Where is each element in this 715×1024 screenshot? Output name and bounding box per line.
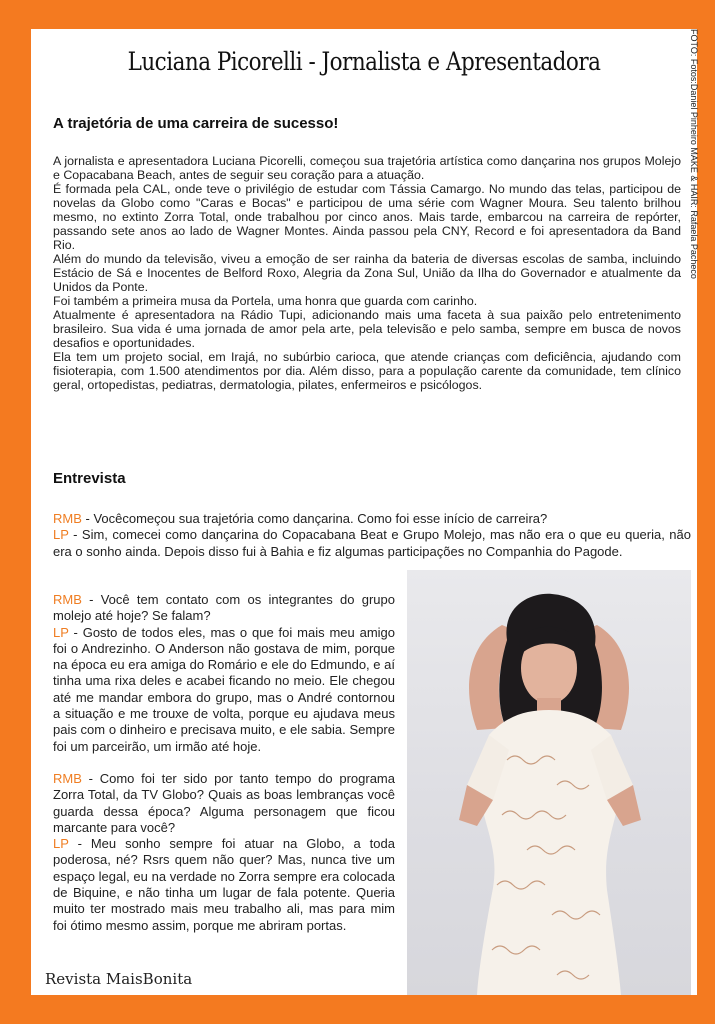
- bio-paragraph: Foi também a primeira musa da Portela, uma honra que guarda com carinho.: [53, 294, 478, 308]
- answer-text: - Sim, comecei como dançarina do Copacabana Beat e Grupo Molejo, mas não era o que eu queria, não era o sonho ainda. Depois disso fui à Bahia e fiz algumas participações no Companhia do Pagode.: [53, 527, 691, 559]
- answer-text: - Meu sonho sempre foi atuar na Globo, a toda poderosa, né? Rsrs quem não quer? Mas, nunca tive um espaço legal, eu na verdade no Zorra sempre era colocada de Biquine, e não tinha um lugar de fala potente. Queria muito ter mostrado mais meu trabalho ali, mas para mim foi ótimo mesmo assim, porque me abriram portas.: [53, 836, 395, 933]
- speaker-label: LP: [53, 624, 69, 640]
- interview-intro: [53, 511, 691, 560]
- bio-paragraph: Além do mundo da televisão, viveu a emoção de ser rainha da bateria de diversas escolas de samba, incluindo Estácio de Sá e Inocentes de Belford Roxo, Alegria da Zona Sul, União da Ilha do Governador e atualmente da Unidos da Ponte.: [53, 252, 681, 294]
- speaker-label: RMB: [53, 592, 82, 607]
- bio-paragraph: Atualmente é apresentadora na Rádio Tupi, adicionando mais uma faceta à sua paixão pelo entretenimento brasileiro. Sua vida é uma jornada de amor pela arte, pela televisão e pelo samba, sempre em busca de novos desafios e oportunidades.: [53, 308, 681, 350]
- bio-paragraph: Ela tem um projeto social, em Irajá, no subúrbio carioca, que atende crianças com deficiência, ajudando com fisioterapia, com 1.500 atendimentos por dia. Além disso, para a população carente da comunidade, tem clínico geral, ortopedistas, pediatras, dermatologia, pilates, enfermeiros e psicólogos.: [53, 350, 681, 392]
- interview-heading: Entrevista: [53, 470, 126, 487]
- speaker-label: LP: [53, 836, 69, 852]
- bio-paragraph: É formada pela CAL, onde teve o privilégio de estudar com Tássia Camargo. No mundo das telas, participou de novelas da Globo como "Caras e Bocas" e participou de uma série com Wagner Moura. Seu talento brilhou mesmo, no extinto Zorra Total, onde trabalhou por cinco anos. Mais tarde, embarcou na carreira de repórter, passando sete anos ao lado de Wagner Montes. Ainda passou pela CNY, Record e foi apresentadora da Band Rio.: [53, 182, 681, 252]
- article-subtitle: A trajetória de uma carreira de sucesso!: [53, 115, 339, 132]
- question-text: - Vocêcomeçou sua trajetória como dançarina. Como foi esse início de carreira?: [81, 511, 548, 526]
- question-text: - Você tem contato com os integrantes do grupo molejo até hoje? Se falam?: [53, 592, 395, 624]
- speaker-label: RMB: [53, 511, 82, 526]
- answer: [53, 527, 691, 560]
- answer-text: - Gosto de todos eles, mas o que foi mais meu amigo foi o Andrezinho. O Anderson não gostava de mim, porque na época eu era amiga do Romário e ele do Edmundo, e aí tinha uma rixa deles e acabei ficando no meio. Ele chegou até me mandar embora do grupo, mas o André contornou a situação e me trouxe de volta, porque eu ajudava meus pais com o dinheiro e precisava muito, e ele sabia. Sempre foi um parceirão, um irmão até hoje.: [53, 624, 395, 754]
- answer: [53, 625, 395, 755]
- magazine-page: [31, 29, 697, 995]
- bio-text: [53, 154, 681, 392]
- bio-paragraph: A jornalista e apresentadora Luciana Picorelli, começou sua trajetória artística como dançarina nos grupos Molejo e Copacabana Beach, antes de seguir seu coração para a atuação.: [53, 154, 681, 182]
- speaker-label: RMB: [53, 770, 82, 786]
- portrait-photo: [407, 570, 691, 995]
- speaker-label: LP: [53, 527, 69, 543]
- magazine-brand: Revista MaisBonita: [45, 970, 193, 988]
- question: [53, 771, 395, 836]
- answer: [53, 836, 395, 934]
- question: [53, 592, 395, 625]
- photo-credit-text: FOTO: Fotos:Daniel Pinheiro MAKE & HAIR: Rafaela Pacheco: [689, 29, 699, 279]
- portrait-illustration: [407, 570, 691, 995]
- question-text: - Como foi ter sido por tanto tempo do programa Zorra Total, da TV Globo? Quais as boas lembranças você guarda dessa época? Alguma personagem que ficou marcante para você?: [53, 770, 395, 835]
- question: [53, 511, 691, 527]
- interview-column: [53, 592, 395, 934]
- page-title: Luciana Picorelli - Jornalista e Apresentadora: [127, 47, 601, 76]
